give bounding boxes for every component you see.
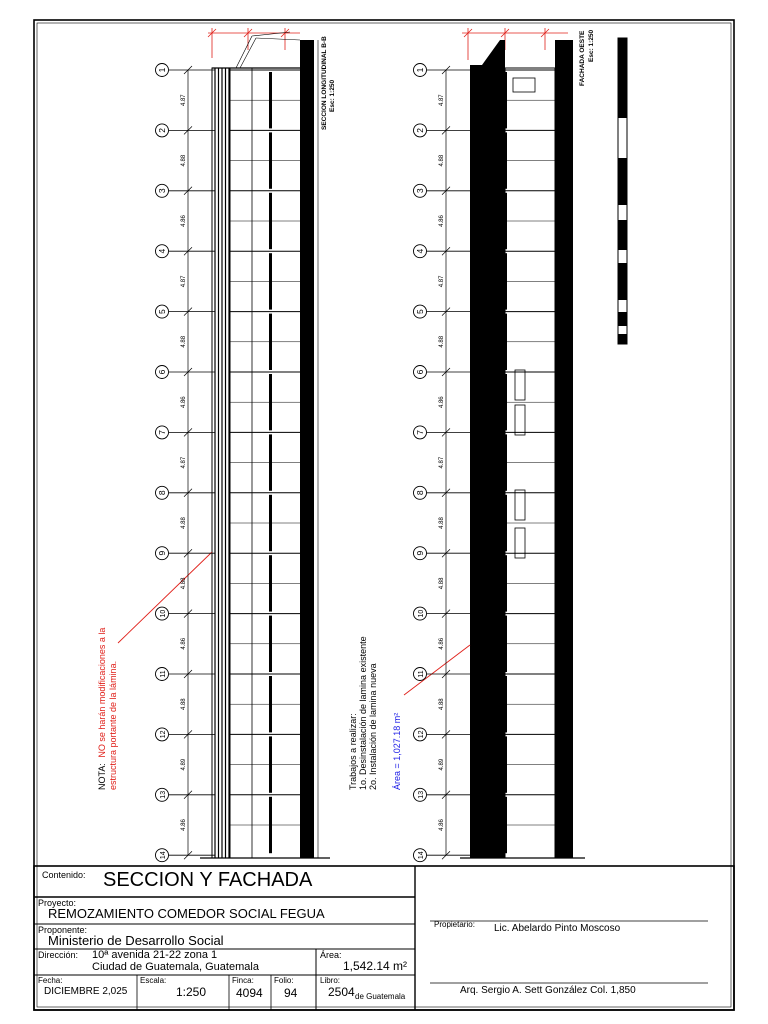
works-title: Trabajos a realizar: xyxy=(348,713,358,790)
facade-axis-label: 7 xyxy=(415,430,425,435)
facade-scale: Esc: 1:250 xyxy=(588,29,595,62)
facade-dim-label: 4.87 xyxy=(439,456,445,469)
note-prefix: NOTA: xyxy=(97,763,107,790)
folio-label: Folio: xyxy=(274,976,294,985)
section-dim-label: 4.89 xyxy=(181,758,187,771)
grid-post xyxy=(269,736,272,792)
facade-axis-label: 6 xyxy=(415,369,425,375)
section-dim-label: 4.88 xyxy=(181,577,187,590)
section-longitudinal-view xyxy=(97,28,336,858)
scale-bar-segment xyxy=(618,263,627,300)
section-dim-label: 4.88 xyxy=(181,517,187,529)
proponente-value: Ministerio de Desarrollo Social xyxy=(48,933,224,948)
works-note xyxy=(348,636,402,790)
section-scale: Esc: 1:250 xyxy=(329,79,336,112)
grid-post xyxy=(504,555,507,611)
facade-axis-label: 10 xyxy=(418,609,425,618)
folio-value: 94 xyxy=(284,986,298,1000)
section-grid-cells xyxy=(230,70,300,853)
facade-dim-label: 4.88 xyxy=(439,154,445,167)
proyecto-value: REMOZAMIENTO COMEDOR SOCIAL FEGUA xyxy=(48,906,325,921)
section-dim-label: 4.87 xyxy=(181,275,187,288)
facade-axis-label: 5 xyxy=(415,309,425,314)
section-dim-label: 4.86 xyxy=(181,215,187,227)
facade-dim-label: 4.88 xyxy=(439,698,445,711)
facade-dim-label: 4.89 xyxy=(439,758,445,771)
section-note xyxy=(97,628,118,790)
grid-post xyxy=(269,193,272,249)
section-roof xyxy=(212,32,300,68)
grid-post xyxy=(269,72,272,128)
direccion-line1: 10ª avenida 21-22 zona 1 xyxy=(92,949,218,961)
facade-top-dimensions xyxy=(462,28,568,60)
facade-axis-label: 2 xyxy=(415,128,425,133)
facade-axis-label: 13 xyxy=(418,790,425,799)
section-dim-label: 4.88 xyxy=(181,154,187,167)
grid-post xyxy=(504,797,507,853)
section-dim-label: 4.88 xyxy=(181,698,187,711)
section-right-column xyxy=(300,40,314,858)
section-axis-label: 14 xyxy=(160,851,167,860)
facade-window xyxy=(513,78,535,92)
section-axis-label: 9 xyxy=(157,550,167,556)
architect-signature: Arq. Sergio A. Sett González Col. 1,850 xyxy=(460,985,636,996)
section-axis-label: 8 xyxy=(157,490,167,496)
scale-bar-segment xyxy=(618,220,627,250)
note-red-line1: NO se harán modificaciones a la xyxy=(97,627,107,758)
section-axis-label: 2 xyxy=(157,128,167,133)
grid-post xyxy=(504,495,507,551)
propietario-value: Lic. Abelardo Pinto Moscoso xyxy=(494,923,621,934)
grid-post xyxy=(504,314,507,370)
facade-axis-markers xyxy=(414,64,473,862)
libro-suffix: de Guatemala xyxy=(355,992,406,1001)
grid-post xyxy=(269,555,272,611)
facade-dim-label: 4.86 xyxy=(439,637,445,650)
grid-post xyxy=(269,616,272,672)
section-axis-label: 3 xyxy=(157,188,167,194)
section-axis-label: 12 xyxy=(160,730,167,739)
proyecto-label: Proyecto: xyxy=(38,898,77,908)
facade-axis-label: 8 xyxy=(415,490,425,496)
finca-label: Finca: xyxy=(232,976,254,985)
scale-bar-segment xyxy=(618,158,627,205)
facade-oeste-view xyxy=(348,28,627,858)
grid-post xyxy=(504,434,507,490)
grid-post xyxy=(504,253,507,309)
area-note: Área = 1,027.18 m² xyxy=(392,712,402,790)
facade-body xyxy=(505,68,555,858)
section-axis-label: 5 xyxy=(157,309,167,314)
grid-post xyxy=(269,132,272,188)
section-axis-label: 1 xyxy=(157,67,167,73)
svg-text:NOTA: NO se harán modi xyxy=(97,628,107,790)
note-red-line2: estructura portante de la lámina. xyxy=(108,660,118,790)
facade-dim-label: 4.88 xyxy=(439,335,445,348)
grid-post xyxy=(504,616,507,672)
facade-dim-label: 4.87 xyxy=(439,275,445,288)
grid-post xyxy=(504,736,507,792)
section-axis-label: 13 xyxy=(160,790,167,799)
outer-frame xyxy=(34,20,734,1010)
facade-title: FACHADA OESTE xyxy=(579,30,586,86)
section-dim-label: 4.87 xyxy=(181,456,187,469)
propietario-label: Propietario: xyxy=(434,920,475,929)
note-leader-line xyxy=(118,552,212,643)
grid-post xyxy=(269,253,272,309)
scale-bar xyxy=(618,38,627,344)
scale-bar-segment xyxy=(618,334,627,344)
scale-bar-segment xyxy=(618,312,627,326)
area-leader-line xyxy=(404,645,470,695)
facade-axis-label: 11 xyxy=(418,670,425,678)
section-axis-label: 6 xyxy=(157,369,167,375)
finca-value: 4094 xyxy=(236,986,263,1000)
area-value: 1,542.14 m² xyxy=(343,959,408,973)
grid-post xyxy=(269,314,272,370)
works-item1: 1o. Desinstalación de lamina existente xyxy=(358,636,368,790)
grid-post xyxy=(504,676,507,732)
section-dim-label: 4.87 xyxy=(181,94,187,107)
facade-dim-label: 4.86 xyxy=(439,396,445,409)
facade-dim-label: 4.88 xyxy=(439,577,445,590)
proponente-label: Proponente: xyxy=(38,925,88,935)
facade-axis-label: 14 xyxy=(418,851,425,860)
facade-dim-label: 4.87 xyxy=(439,94,445,107)
grid-post xyxy=(269,495,272,551)
section-title: SECCION LONGITUDINAL B-B xyxy=(321,36,328,130)
facade-axis-label: 12 xyxy=(418,730,425,739)
fecha-value: DICIEMBRE 2,025 xyxy=(44,986,128,997)
section-dim-label: 4.86 xyxy=(181,637,187,650)
facade-left-mass xyxy=(470,65,505,858)
section-dim-label: 4.86 xyxy=(181,819,187,831)
section-wall-hatch xyxy=(215,68,229,858)
grid-post xyxy=(269,434,272,490)
libro-label: Libro: xyxy=(320,976,341,985)
section-axis-markers xyxy=(156,64,216,862)
contenido-value: SECCION Y FACHADA xyxy=(103,869,313,891)
direccion-line2: Ciudad de Guatemala, Guatemala xyxy=(92,961,259,973)
section-dim-label: 4.88 xyxy=(181,335,187,348)
grid-post xyxy=(269,374,272,430)
escala-value: 1:250 xyxy=(176,985,207,999)
facade-openings xyxy=(515,370,525,558)
section-axis-label: 7 xyxy=(157,430,167,435)
area-label: Área: xyxy=(320,950,342,960)
works-item2: 2o. Instalación de lamina nueva xyxy=(368,663,378,790)
escala-label: Escala: xyxy=(140,976,167,985)
grid-post xyxy=(269,676,272,732)
grid-post xyxy=(504,132,507,188)
facade-axis-label: 9 xyxy=(415,550,425,556)
facade-right-column xyxy=(555,40,573,858)
grid-post xyxy=(504,374,507,430)
section-axis-label: 4 xyxy=(157,248,167,254)
scale-bar-segment xyxy=(618,38,627,118)
direccion-label: Dirección: xyxy=(38,950,79,960)
facade-axis-label: 1 xyxy=(415,67,425,73)
contenido-label: Contenido: xyxy=(42,870,86,880)
section-axis-label: 11 xyxy=(160,670,167,678)
facade-dim-label: 4.88 xyxy=(439,517,445,529)
facade-grid-cells xyxy=(504,70,555,853)
grid-post xyxy=(504,193,507,249)
facade-dim-label: 4.86 xyxy=(439,819,445,831)
fecha-label: Fecha: xyxy=(38,976,63,985)
facade-axis-label: 4 xyxy=(415,248,425,254)
facade-axis-label: 3 xyxy=(415,188,425,194)
grid-post xyxy=(504,72,507,128)
libro-value: 2504 xyxy=(328,985,355,999)
section-dim-label: 4.86 xyxy=(181,396,187,409)
grid-post xyxy=(269,797,272,853)
facade-dim-label: 4.86 xyxy=(439,215,445,227)
section-axis-label: 10 xyxy=(160,609,167,618)
